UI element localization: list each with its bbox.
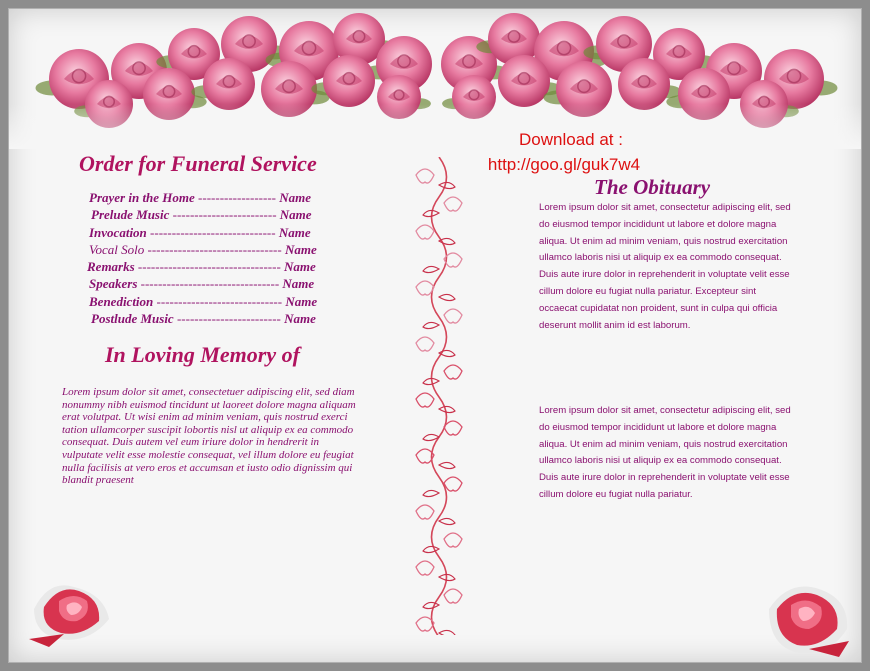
download-note bbox=[471, 127, 671, 177]
program-dashes: ----------------------------- bbox=[150, 224, 276, 240]
program-dashes: ------------------------------- bbox=[147, 241, 282, 257]
program-item: Benediction bbox=[89, 293, 154, 309]
program-dashes: ----------------------------- bbox=[156, 293, 283, 309]
program-name: Name bbox=[284, 259, 316, 275]
memory-paragraph: Lorem ipsum dolor sit amet, consectetuer adipiscing elit, sed diam nonummy nibh euismod tincidunt ut laoreet dolore magna aliquam erat volutpat. Ut wisi enim ad minim veniam, quis nostrud exerci tation ullamcorper suscipit lobortis nisl ut aliquip ex ea commodo consequat. Duis autem vel eum iriure dolor in hendrerit in vulputate velit esse molestie consequat, vel illum dolore eu feugiat nulla facilisis at vero eros et accumsan et iusto odio dignissim qui blandit praesent bbox=[62, 386, 356, 487]
program-name: Name bbox=[285, 293, 318, 309]
program-name: Name bbox=[279, 207, 312, 223]
program-dashes: --------------------------------- bbox=[137, 259, 281, 275]
program-item: Vocal Solo bbox=[89, 241, 145, 257]
download-label: Download at : bbox=[519, 130, 623, 149]
program-dashes: ------------------------ bbox=[176, 311, 281, 327]
floral-vine-divider bbox=[404, 157, 474, 635]
program-dashes: ------------------------ bbox=[172, 207, 277, 223]
program-row bbox=[77, 258, 357, 275]
program-item: Prelude Music bbox=[91, 207, 170, 223]
corner-rose-right-icon bbox=[749, 549, 859, 659]
program-row bbox=[77, 241, 357, 258]
program-list bbox=[77, 189, 357, 327]
program-item: Postlude Music bbox=[91, 311, 174, 327]
program-row bbox=[77, 189, 357, 206]
program-name: Name bbox=[279, 190, 312, 205]
program-name: Name bbox=[278, 224, 311, 240]
rose-garland-header bbox=[9, 9, 862, 149]
obituary-title: The Obituary bbox=[594, 175, 711, 199]
program-name: Name bbox=[284, 241, 317, 257]
program-row bbox=[77, 293, 357, 310]
program-dashes: -------------------------------- bbox=[140, 276, 280, 292]
program-name: Name bbox=[282, 276, 315, 292]
program-item: Prayer in the Home bbox=[89, 190, 195, 205]
download-link[interactable]: http://goo.gl/guk7w4 bbox=[487, 155, 641, 174]
program-item: Speakers bbox=[89, 276, 138, 292]
program-row bbox=[77, 310, 357, 327]
in-loving-memory-title: In Loving Memory of bbox=[105, 342, 300, 367]
order-of-service-title: Order for Funeral Service bbox=[79, 151, 317, 176]
obituary-paragraph-2: Lorem ipsum dolor sit amet, consectetur adipiscing elit, sed do eiusmod tempor incididunt ut labore et dolore magna aliqua. Ut enim ad minim veniam, quis nostrud exercitation ullamco laboris nisi ut aliquip ex ea commodo consequat. Duis aute irure dolor in reprehenderit in voluptate velit esse cillum dolore eu fugiat nulla pariatur. bbox=[539, 405, 791, 500]
funeral-program-page bbox=[8, 8, 862, 663]
program-row bbox=[77, 275, 357, 292]
program-row bbox=[77, 206, 357, 223]
program-dashes: ------------------ bbox=[198, 190, 276, 205]
program-item: Remarks bbox=[87, 259, 135, 275]
corner-rose-left-icon bbox=[19, 539, 129, 649]
obituary-paragraph-1: Lorem ipsum dolor sit amet, consectetur adipiscing elit, sed do eiusmod tempor incididunt ut labore et dolore magna aliqua. Ut enim ad minim veniam, quis nostrud exercitation ullamco laboris nisi ut aliquip ex ea commodo consequat. Duis aute irure dolor in reprehenderit in voluptate velit esse cillum dolore eu fugiat nulla pariatur. Excepteur sint occaecat cupidatat non proident, sunt in culpa qui officia deserunt mollit anim id est laborum. bbox=[539, 202, 791, 331]
program-name: Name bbox=[284, 311, 316, 327]
program-row bbox=[77, 224, 357, 241]
program-item: Invocation bbox=[89, 224, 147, 240]
